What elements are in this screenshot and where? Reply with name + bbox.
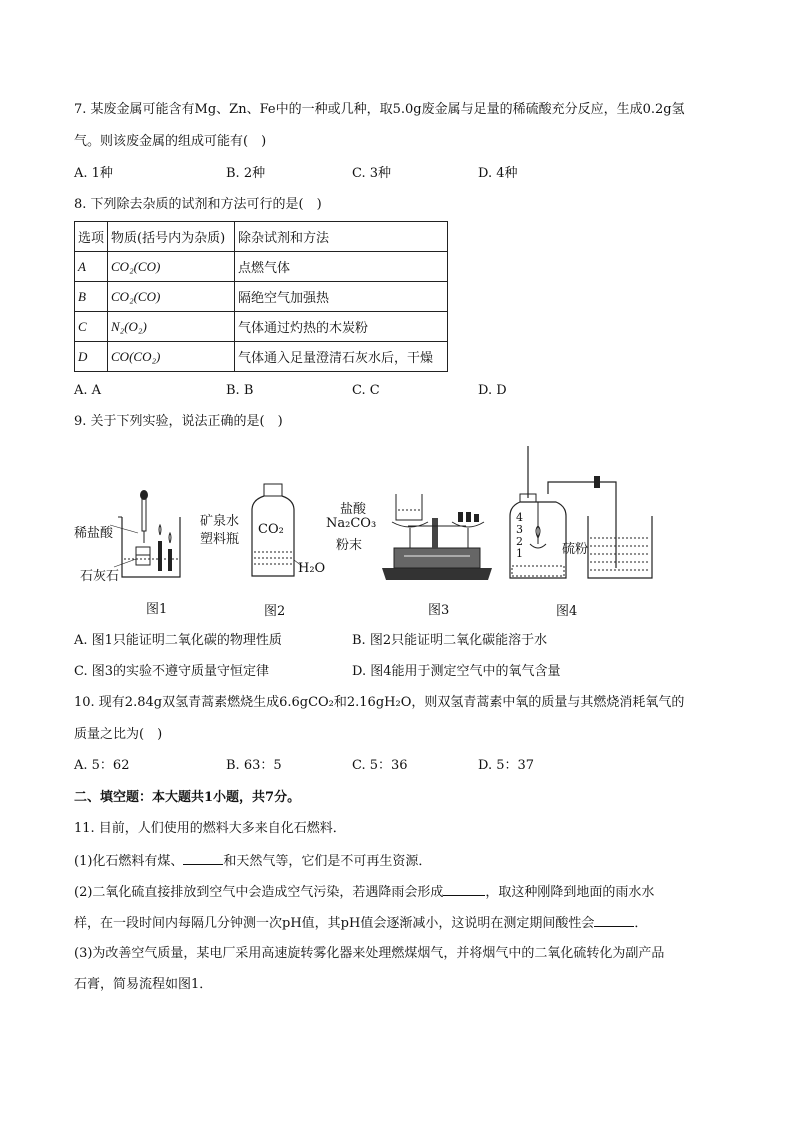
q11-part1 bbox=[74, 851, 431, 871]
q11-blank-1[interactable] bbox=[183, 851, 223, 865]
q10-stem-line1: 10. 现有2.84g双氢青蒿素燃烧生成6.6gCO₂和2.16gH₂O，则双氢青蒿素中氧的质量与其燃烧消耗氧气的 bbox=[74, 695, 685, 710]
q8-stem: 8. 下列除去杂质的试剂和方法可行的是( ) bbox=[74, 197, 322, 212]
q8-option-d[interactable]: D. D bbox=[478, 383, 507, 398]
q10-option-b[interactable]: B. 63：5 bbox=[226, 758, 282, 773]
table-row bbox=[75, 282, 448, 312]
fig2-label-2: 塑料瓶 bbox=[200, 532, 240, 547]
fig3-caption: 图3 bbox=[428, 603, 450, 618]
section-heading: 二、填空题：本大题共1小题，共7分。 bbox=[74, 790, 301, 805]
q9-stem: 9. 关于下列实验，说法正确的是( ) bbox=[74, 414, 283, 429]
table-header-row bbox=[75, 222, 448, 252]
q10-option-c[interactable]: C. 5：36 bbox=[352, 758, 408, 773]
q10-option-a[interactable]: A. 5：62 bbox=[74, 758, 130, 773]
table-row bbox=[75, 342, 448, 372]
table-cell-option: B bbox=[75, 282, 108, 312]
fig1-limestone-label: 石灰石 bbox=[80, 569, 120, 584]
q11-part1-text-b: 和天然气等，它们是不可再生资源． bbox=[223, 854, 432, 869]
fig4-sulfur-label: 硫粉 bbox=[562, 542, 589, 557]
q7-option-c[interactable]: C. 3种 bbox=[352, 166, 392, 181]
q10-option-d[interactable]: D. 5：37 bbox=[478, 758, 535, 773]
fig1-caption: 图1 bbox=[146, 602, 168, 617]
table-header-substance: 物质(括号内为杂质) bbox=[108, 222, 235, 252]
q8-table bbox=[74, 221, 448, 372]
q11-part2-text-d: ． bbox=[634, 916, 648, 931]
q7-option-a[interactable]: A. 1种 bbox=[74, 166, 113, 181]
q8-option-c[interactable]: C. C bbox=[352, 383, 380, 398]
table-row bbox=[75, 312, 448, 342]
table-cell-substance: CO(CO₂) bbox=[108, 342, 235, 372]
q9-option-d[interactable]: D. 图4能用于测定空气中的氧气含量 bbox=[352, 664, 561, 679]
table-cell-method: 隔绝空气加强热 bbox=[235, 282, 448, 312]
q9-option-a[interactable]: A. 图1只能证明二氧化碳的物理性质 bbox=[74, 633, 282, 648]
q11-part1-text-a: (1)化石燃料有煤、 bbox=[74, 854, 184, 869]
table-cell-substance: CO₂(CO) bbox=[108, 282, 235, 312]
q11-part2-line2 bbox=[74, 913, 647, 933]
q7-stem-line2: 气。则该废金属的组成可能有( ) bbox=[74, 134, 267, 149]
table-cell-method: 点燃气体 bbox=[235, 252, 448, 282]
fig2-caption: 图2 bbox=[264, 604, 286, 619]
fig4-mark-1: 1 bbox=[516, 547, 523, 560]
q8-option-b[interactable]: B. B bbox=[226, 383, 254, 398]
q7-option-b[interactable]: B. 2种 bbox=[226, 166, 266, 181]
figure-4-oxygen-apparatus bbox=[508, 446, 658, 586]
table-cell-option: D bbox=[75, 342, 108, 372]
table-cell-option: C bbox=[75, 312, 108, 342]
fig3-salt-label: Na₂CO₃ bbox=[326, 516, 377, 531]
q10-stem-line2: 质量之比为( ) bbox=[74, 727, 163, 742]
fig4-mark-3: 3 bbox=[516, 523, 523, 536]
q11-part2-text-b: ，取这种刚降到地面的雨水水 bbox=[485, 885, 655, 900]
table-cell-option: A bbox=[75, 252, 108, 282]
fig3-powder-label: 粉末 bbox=[336, 538, 363, 553]
q11-blank-2[interactable] bbox=[443, 882, 485, 896]
fig1-acid-label: 稀盐酸 bbox=[74, 526, 114, 541]
figure-3-balance bbox=[374, 492, 500, 586]
q11-stem: 11. 目前，人们使用的燃料大多来自化石燃料． bbox=[74, 821, 346, 836]
table-cell-method: 气体通入足量澄清石灰水后，干燥 bbox=[235, 342, 448, 372]
q8-option-a[interactable]: A. A bbox=[74, 383, 102, 398]
table-header-method: 除杂试剂和方法 bbox=[235, 222, 448, 252]
fig2-water-label: H₂O bbox=[298, 561, 326, 576]
fig4-caption: 图4 bbox=[556, 604, 578, 619]
fig4-mark-2: 2 bbox=[516, 535, 523, 548]
fig3-acid-label: 盐酸 bbox=[340, 502, 367, 517]
q7-stem-line1: 7. 某废金属可能含有Mg、Zn、Fe中的一种或几种，取5.0g废金属与足量的稀硫酸充分反应，生成0.2g氢 bbox=[74, 102, 685, 117]
q7-option-d[interactable]: D. 4种 bbox=[478, 166, 518, 181]
q11-part2-line1 bbox=[74, 882, 654, 902]
table-cell-substance: N₂(O₂) bbox=[108, 312, 235, 342]
table-header-option: 选项 bbox=[75, 222, 108, 252]
q11-blank-3[interactable] bbox=[594, 913, 634, 927]
q11-part2-text-a: (2)二氧化硫直接排放到空气中会造成空气污染，若遇降雨会形成 bbox=[74, 885, 444, 900]
fig2-label-1: 矿泉水 bbox=[200, 514, 240, 529]
fig4-mark-4: 4 bbox=[516, 511, 523, 524]
table-cell-substance: CO₂(CO) bbox=[108, 252, 235, 282]
q11-part3-line1: (3)为改善空气质量，某电厂采用高速旋转雾化器来处理燃煤烟气，并将烟气中的二氧化硫转化为副产品 bbox=[74, 946, 665, 961]
table-cell-method: 气体通过灼热的木炭粉 bbox=[235, 312, 448, 342]
q11-part3-line2: 石膏，简易流程如图1． bbox=[74, 977, 213, 992]
table-row bbox=[75, 252, 448, 282]
q9-option-b[interactable]: B. 图2只能证明二氧化碳能溶于水 bbox=[352, 633, 548, 648]
q9-option-c[interactable]: C. 图3的实验不遵守质量守恒定律 bbox=[74, 664, 270, 679]
q11-part2-text-c: 样，在一段时间内每隔几分钟测一次pH值，其pH值会逐渐减小，这说明在测定期间酸性会 bbox=[74, 916, 595, 931]
fig2-gas-label: CO₂ bbox=[258, 522, 284, 537]
